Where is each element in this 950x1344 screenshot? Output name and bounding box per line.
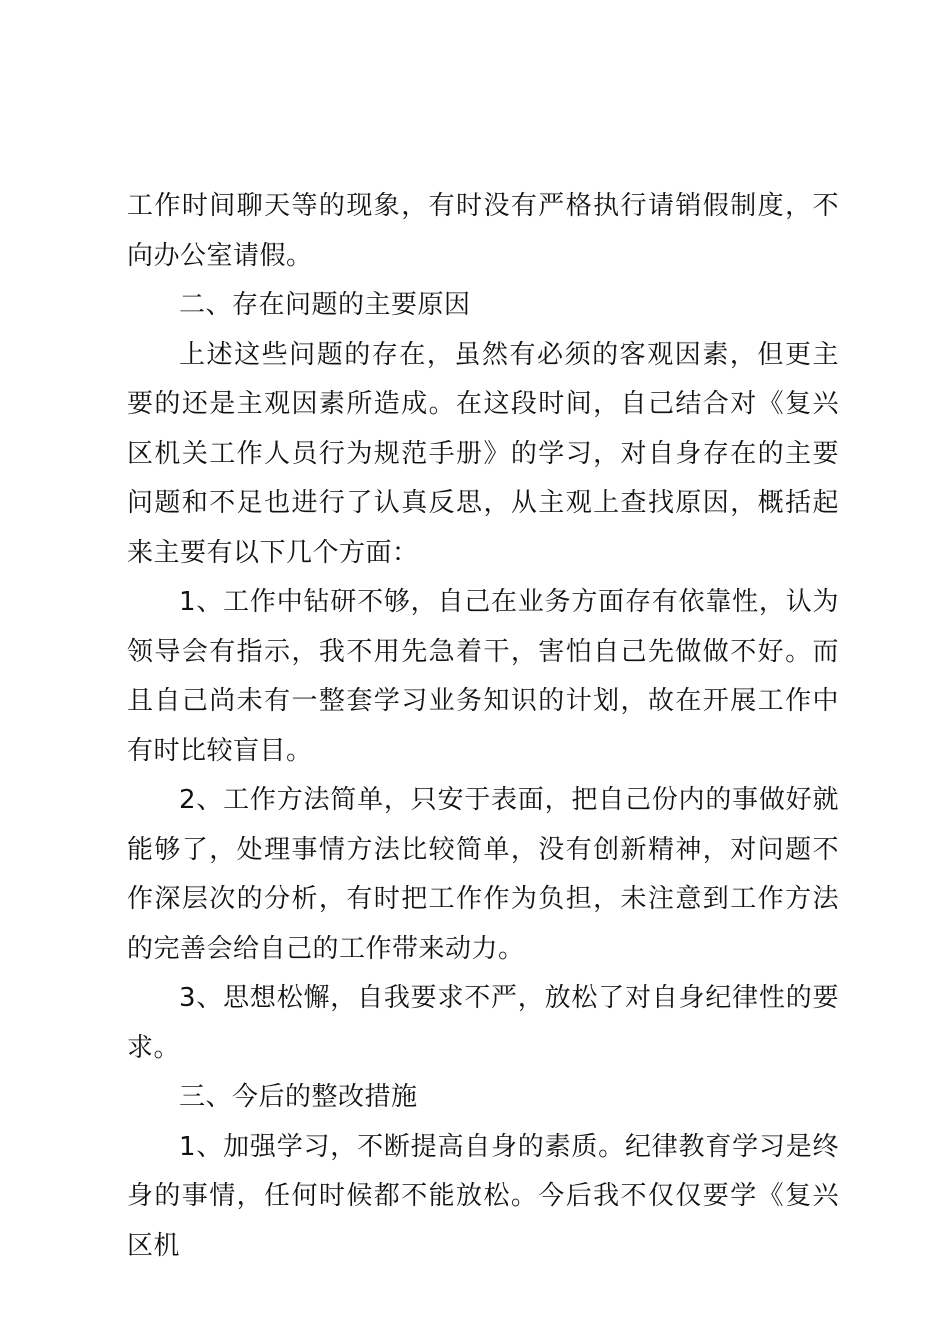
paragraph-cause-1: 1、工作中钻研不够，自己在业务方面存有依靠性，认为领导会有指示，我不用先急着干，害怕自己先做做不好。而且自己尚未有一整套学习业务知识的计划，故在开展工作中有时比较盲目。 (127, 587, 839, 766)
paragraph-measure-1: 1、加强学习，不断提高自身的素质。纪律教育学习是终身的事情，任何时候都不能放松。今后我不仅仅要学《复兴区机 (127, 1131, 839, 1261)
paragraph-cause-2: 2、工作方法简单，只安于表面，把自己份内的事做好就能够了，处理事情方法比较简单，没有创新精神，对问题不作深层次的分析，有时把工作作为负担，未注意到工作方法的完善会给自己的工作带来动力。 (127, 785, 839, 964)
document-body (127, 182, 839, 1271)
paragraph-causes-intro: 上述这些问题的存在，虽然有必须的客观因素，但更主要的还是主观因素所造成。在这段时间，自己结合对《复兴区机关工作人员行为规范手册》的学习，对自身存在的主要问题和不足也进行了认真反思，从主观上查找原因，概括起来主要有以下几个方面： (127, 339, 839, 568)
section-heading-causes: 二、存在问题的主要原因 (179, 290, 471, 320)
paragraph-continuation: 工作时间聊天等的现象，有时没有严格执行请销假制度，不向办公室请假。 (127, 191, 839, 271)
paragraph-cause-3: 3、思想松懈，自我要求不严，放松了对自身纪律性的要求。 (127, 983, 839, 1063)
section-heading-measures: 三、今后的整改措施 (179, 1082, 418, 1112)
